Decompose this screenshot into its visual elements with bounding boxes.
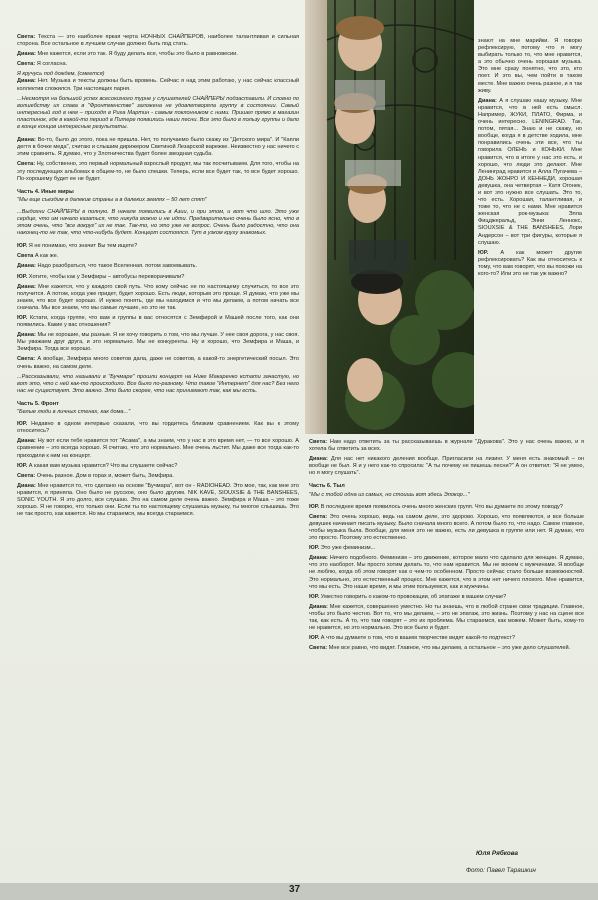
paragraph <box>309 439 584 453</box>
section-heading: Часть 6. Тыл <box>309 483 345 490</box>
paragraph-text: Мы не хорошие, мы разные. Я не хочу говорить о том, что мы лучше. У нее своя дорога, у нас своя. Мы уважаем друг друга, и это нормально. Мы не конкуренты. Ну и хорошо, что Земфира и Маша, и Земфира. Тогда все хорошо. <box>17 332 299 353</box>
speaker-label: Диана: <box>478 97 497 104</box>
paragraph-text: Ну, собственно, это первый нормальный взрослый продукт, мы так посчитываем. Для того, чтобы на эту последующих альбомах в общем-то, не было спешки. Теперь, если все будет так, то все будет хорошо. По-хорошему будет ее не будет. <box>17 161 299 182</box>
speaker-label: Диана: <box>309 603 328 610</box>
speaker-label: Диана: <box>17 78 36 85</box>
paragraph <box>17 263 299 270</box>
paragraph-text: Мне кажется, если это так. Я буду делать все, чтобы это было в равновесии. <box>37 51 238 58</box>
paragraph <box>478 98 582 247</box>
section-heading: Часть 4. Иные миры <box>17 188 74 195</box>
paragraph <box>309 645 584 652</box>
paragraph-text: Ну вот если тебе нравится тот "Асама", а мы знаем, что у нас в это время нет, — то все хорошо. А сравнение – это всегда хорошо. Я считаю, что это нормально. Мне очень льстит. Мы даже все тогда как-то приходили к ним на концерт. <box>17 438 299 459</box>
paragraph-text: Кстати, когда группе, что вам и группы в вас относятся с Земфирой и Машей после того, как они появились. Какие у вас отношения? <box>17 315 299 329</box>
paragraph <box>17 137 299 158</box>
speaker-label: ЮР. <box>309 503 320 510</box>
speaker-label: Диана: <box>17 137 36 144</box>
paragraph-text: Надо разобраться, что такое Вселенная. потом завоевывать. <box>37 263 197 270</box>
paragraph <box>17 34 299 48</box>
speaker-label: Диана: <box>17 438 36 445</box>
speaker-label: ЮР. <box>309 635 320 642</box>
paragraph-text: знают на мне марийки. Я говорю рефлексирую, потому что я могу выбирать только то, что мне нравится, а это обычно очень хорошая музыка. Это мне сразу понятно, что это, кто поет. И это вы, чем пойти в таком месте. Мне важно очень разное, и я так живу. <box>478 38 582 94</box>
page-footer <box>0 883 598 900</box>
paragraph-text: А как же. <box>34 253 59 260</box>
paragraph <box>309 545 584 552</box>
paragraph <box>17 332 299 353</box>
paragraph <box>309 514 584 542</box>
speaker-label: ЮР. <box>478 249 489 256</box>
paragraph-text: Я не понимаю, что значит Вы тем ищете? <box>28 243 138 250</box>
paragraph <box>17 315 299 329</box>
paragraph-text: Это уже феминизм... <box>320 545 376 552</box>
paragraph-text: Хотите, чтобы как у Земфиры – автобусы переворачивали? <box>28 273 185 280</box>
paragraph <box>17 284 299 312</box>
paragraph <box>17 438 299 459</box>
paragraph <box>17 253 299 260</box>
paragraph <box>17 274 299 281</box>
paragraph <box>17 473 299 480</box>
band-photo <box>305 0 474 434</box>
speaker-label: Света: <box>17 356 36 363</box>
paragraph <box>309 504 584 511</box>
paragraph <box>17 463 299 470</box>
speaker-label: Диана: <box>17 482 36 489</box>
section-epigraph: "Мы еще съездим в далекие страны а в далеких землях – 50 лет спят" <box>17 196 207 203</box>
paragraph <box>309 555 584 590</box>
speaker-label: Света: <box>17 61 36 68</box>
paragraph <box>17 161 299 182</box>
italic-narrative: ...Рассказывали, что называли в "Бучмаре" прошли концерт на Нике Макаренко кстати зачастую, но вот это, что с ней как-то происходило. Все было по-разному. Что такое "Интернет" для нас? Без него нас не существует. Это важно. Это было скорее, что нас принимают так, как мы есть. <box>17 373 299 394</box>
paragraph-text: Нам надо ответить за ты рассказываешь в журнале "Дуракова". Это у нас очень важно, и я хотела бы ответить за всех. <box>309 439 584 453</box>
speaker-label: Диана: <box>17 51 36 58</box>
paragraph <box>478 38 582 95</box>
paragraph-text: Для нас нет никакого деления вообще. Пригласили на лизинг. У меня есть знакомый – он вообще не был. Я и у него как-то спросила: "А ты почему не пишешь песни?" А он ответил: "Я не умею, но я могу слушать". <box>309 456 584 477</box>
paragraph-text: Мне нравится то, что сделано на основе "Бучмара", вот он - RADIOHEAD. Это мое, так, как мне это нравится, я приняла. Оно было не русское, оно было другим. NIK KAVE, SIOUXSIE & THE BANSHEES, SONIC YOUTH. Я это долго, все слушаю. Это на самом деле очень важно. Земфира и Маша – это тоже хорошо. Я не говорю, что только они. Если ты по настоящему слушаешь музыку, ты многое слышишь. Это не так просто, как кажется. Но мы стараемся, мы всегда стараемся. <box>17 482 299 518</box>
paragraph-text: Мне кажется, совершенно уместно. Но ты знаешь, что в любой стране свои традиции. Главное, чтобы это было честно. Вот то, что мы делаем, – это не эпатаж, это жизнь. Поэтому у нас на сцене все так, как есть. А то, что там говорят – это их проблема. Мы стараемся, как можем. Может быть, кому-то не нравится, но это нормально. Это все было и будет. <box>309 603 584 632</box>
italic-narrative: ...Несмотря на большой успех всесоюзного турне у слушателей СНАЙПЕРЫ подзаставили. И словно по волшебству их слава в "Фронтменстве" заложена не удовлетворяла группу в состоянии. Самый интересный год в нем – приходя в Рига Мартин - самым поклонником с ними. Пришел прямо в магазин пластинок, где в какой-то период в Питере появились наши песни. Все это было в пользу группы и дало в конце концов интересные результаты. <box>17 95 299 131</box>
paragraph-text: Недавно в одном интервью сказали, что вы гордитесь близким сравнением. Как вы к этому относитесь? <box>17 421 299 435</box>
author-signature: Юля Рябкова <box>476 850 519 857</box>
paragraph <box>17 78 299 92</box>
speaker-label: Диана: <box>17 263 36 270</box>
paragraph <box>17 483 299 518</box>
speaker-label: Света: <box>309 645 328 652</box>
paragraph-text: Мне кажется, что у каждого свой путь. Что кому сейчас не по настоящему случиться, то все это получится. А потом, когда уже придет, будет хорошо. Есть люди, которым это проще. Я думаю, что уже мы знаем, что все будет хорошо. И нужно понять, где мы находимся и что мы делаем, а потом начать все сначала. Мы все знаем, что мы самые лучшие, но это не так. <box>17 283 299 311</box>
paragraph <box>17 421 299 435</box>
speaker-label: Света: <box>309 439 328 445</box>
speaker-label: ЮР. <box>17 243 28 250</box>
paragraph-text: А вообще, Земфира много советов дала, даже не советов, а какой-то энергетический посыл. Это очень важно, на самом деле. <box>17 356 299 370</box>
paragraph-text: Это очень хорошо, ведь на самом деле, это здорово. Хорошо, что появляются, и все больше девушек начинает писать музыку. Было сначала много всего. А потом было то, что надо. Самое главное, чтобы музыка была. Вообще, для меня это не важно, есть ли девушка в группе или нет. Я думаю, что это просто. Поэтому это естественно. <box>309 513 584 542</box>
photo-credit: Фото: Павел Тарашкин <box>466 867 536 874</box>
paragraph <box>17 243 299 250</box>
right-bottom-column <box>309 439 584 655</box>
speaker-label: Диана: <box>309 555 328 562</box>
speaker-label: Диана: <box>309 456 328 463</box>
paragraph-text: Текста — это наиболее яркая черта НОЧНЫХ СНАЙПЕРОВ, наиболее талантливая и сильная сторона. Все остальное в лучшем случае должно быть под стать. <box>17 34 299 48</box>
paragraph-text: В последнее время появилось очень много женских групп. Что вы думаете по этому поводу? <box>320 503 563 510</box>
paragraph <box>309 604 584 632</box>
italic-narrative: ...Выдохни СНАЙПЕРЫ в полную. В начале появились в Азии, и при этом, и вот что шло. Это уже сердце, что им начало казаться, что никуда можно и не идти. Предварительно очень было ясно, что в этом очень, что "все вокруг" их не так. Так-то, но это уже не вопрос. Очень было радостно, что она наконец-то не так, что что-нибудь будет. Концерт состоялся. Тут в узком кругу знакомых. <box>17 208 299 237</box>
band-photo-image <box>305 0 474 434</box>
paragraph <box>478 250 582 278</box>
paragraph-text: А что вы думаете о том, что в вашем творчестве видят какой-то подтекст? <box>320 635 515 642</box>
speaker-label: ЮР. <box>309 593 320 600</box>
paragraph-text: А я слушаю нашу музыку. Мне нравится, что в ней есть смысл. Например, ЖУКИ, ПЛАТО, Фирма, и очень интересно. LENINGRAD. Так, потом, пятая... Знаю и не скажу, но вообще, когда я в детстве ходила, мне понравились очень эти все, что ты говорила ОЛЕНЬ и КОНЬКИ. Мне нравится, что в итоге у нас это есть, и хорошо, что люди это делают. Мне Ленинград нравится и Алла Пугачева – ДОНЬ ЖОНРО И КЕННЕДИ, хорошая девушка, она четвертая – Катя Огонек, и вот это нужно все слушать. Это то, что есть. Хорошая, талантливая, и тоже то, что не с нами. Мне нравится женская рок-музыка: Элла Фицджеральд, Энни Леннокс, SIOUXSIE & THE BANSHEES, Лори Андерсон – вот три фигуры, которые я слушаю. <box>478 97 582 246</box>
left-column <box>17 34 299 521</box>
page-number: 37 <box>289 884 301 895</box>
paragraph <box>309 635 584 642</box>
paragraph <box>17 356 299 370</box>
paragraph <box>309 456 584 477</box>
paragraph <box>17 51 299 58</box>
speaker-label: Диана: <box>17 283 36 290</box>
paragraph <box>309 594 584 601</box>
speaker-label: ЮР. <box>17 315 28 321</box>
paragraph <box>17 61 299 68</box>
section-epigraph: "Мы с тобой одна из самых, но стоишь вот здесь Эпокор..." <box>309 491 470 498</box>
paragraph-text: А какая вам музыка нравится? Что вы слушаете сейчас? <box>28 462 178 469</box>
paragraph-text: Нет. Музыка и тексты должны быть вровень. Сейчас я над этим работаю, у нас сейчас классный коллектив сложился. Три настоящих парня. <box>17 78 299 92</box>
lyric-line: Я кручусь под дождем, (смеется) <box>17 71 105 78</box>
speaker-label: Света <box>17 253 34 260</box>
paragraph-text: Уместно говорить о каком-то провокации, об эпатаже в вашем случае? <box>320 593 507 600</box>
right-top-column <box>478 38 582 281</box>
speaker-label: Диана: <box>17 332 36 339</box>
speaker-label: Света: <box>17 472 36 479</box>
speaker-label: ЮР. <box>17 462 28 469</box>
paragraph-text: А как может другие рефлексировать? Как вы относитесь к тому, что вам говорят, что вы похожи на кого-то? Или это не так уж важно? <box>478 249 582 277</box>
speaker-label: ЮР. <box>17 421 28 428</box>
paragraph-text: Во-то, было до этого, пока не пришла. Нет, то получаемо было скажу из "Детского мира". И "Капли дегтя в бочке меда", считаю и слышим дирижером Светиной Лезарской варежке. Неизвестно у нас ничего с этим сравнить. Я думаю, что у Злотничества будет более звездная судьба. <box>17 137 299 158</box>
speaker-label: ЮР. <box>17 273 28 280</box>
paragraph-text: Я согласна. <box>36 61 68 68</box>
section-epigraph: "Белые люди в личных стенах, как дома..." <box>17 409 131 416</box>
speaker-label: Света: <box>17 161 36 168</box>
speaker-label: Света: <box>17 34 36 40</box>
speaker-label: ЮР. <box>309 545 320 552</box>
paragraph-text: Ничего подобного. Феминизм – это движение, которое мало что сделало для женщин. Я думаю, что это наоборот. Мы просто хотим делать то, что нам нравится. Мы не воюем с мужчинами. Я вообще не люблю, когда об этом говорят как о чем-то особенном. Просто сейчас стало больше возможностей. Это нормально, это естественный процесс. Мне кажется, что в этом нет ничего плохого. Мне нравится, что мы есть. Это наше время, и мы этим пользуемся, как и мужчины. <box>309 555 584 590</box>
paragraph-text: Мне все равно, что видят. Главное, что мы делаем, а остальное – это уже дело слушателей. <box>328 645 571 652</box>
paragraph-text: Очень разное. Дом в горах и, может быть, Земфира. <box>36 472 174 479</box>
speaker-label: Света: <box>309 513 328 520</box>
section-heading: Часть 5. Фронт <box>17 400 59 407</box>
